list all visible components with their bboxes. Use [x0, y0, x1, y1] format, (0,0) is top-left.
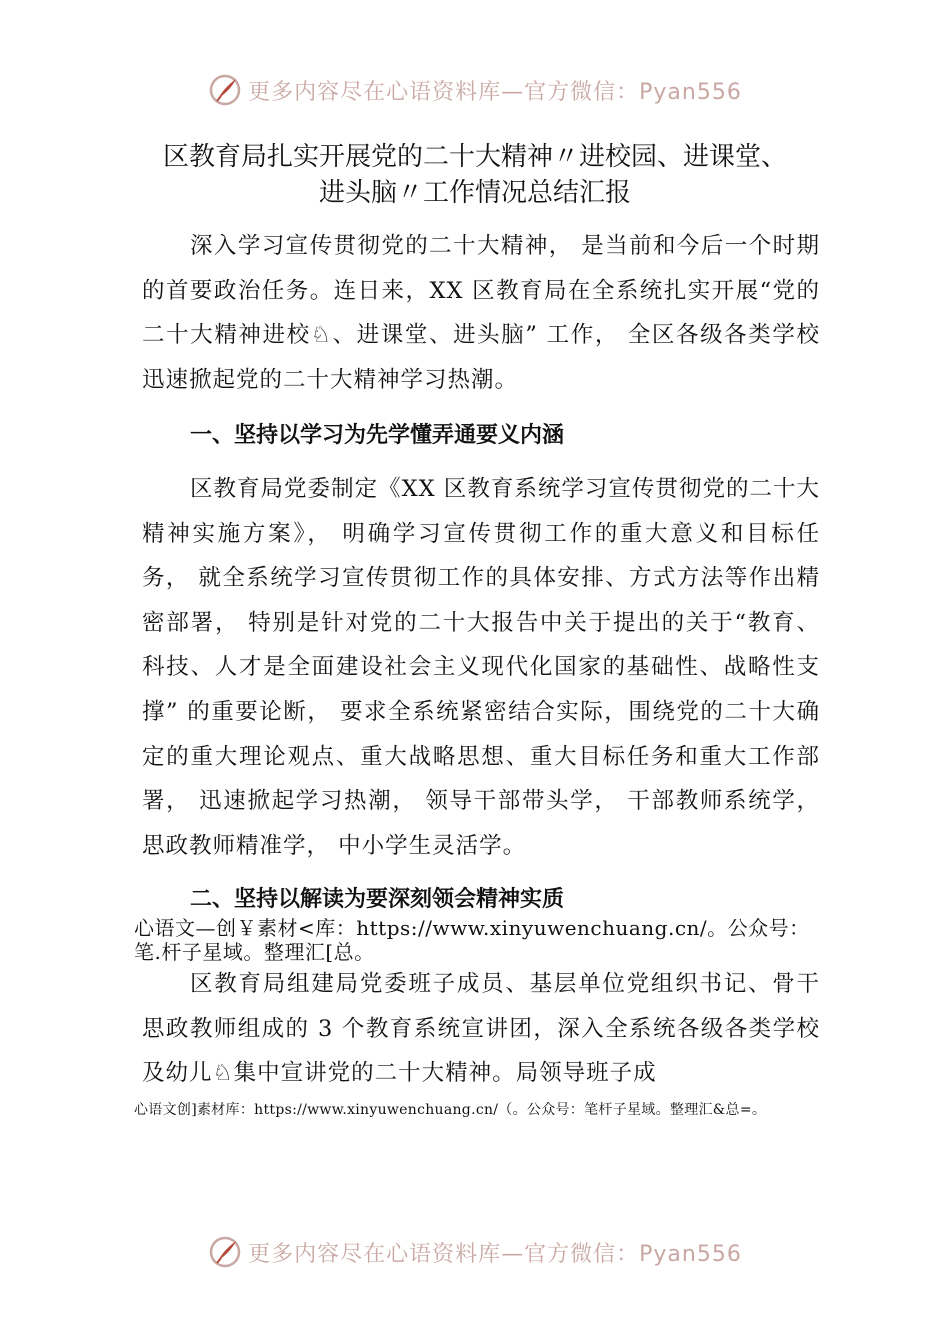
section-1-heading: 一、坚持以学习为先学懂弄通要义内涵	[190, 423, 565, 448]
intro-paragraph: 深入学习宣传贯彻党的二十大精神， 是当前和今后一个时期的首要政治任务。连日来，XX 区教育局在全系统扎实开展“党的二十大精神进校♘、进课堂、进头脑” 工作， 全区各级各类学校迅速掀起党的二十大精神学习热潮。	[142, 233, 820, 393]
header-watermark-banner	[0, 70, 950, 110]
footer-watermark-banner	[0, 1232, 950, 1272]
watermark-text: 更多内容尽在心语资料库—官方微信：Pyan556	[248, 79, 742, 105]
section-2-paragraph: 区教育局组建局党委班子成员、基层单位党组织书记、骨干思政教师组成的 3 个教育系统宣讲团，深入全系统各级各类学校及幼儿♘集中宣讲党的二十大精神。局领导班子成	[142, 971, 820, 1087]
document-title-line-2: 进头脑〃工作情况总结汇报	[318, 178, 631, 208]
watermark-text: 更多内容尽在心语资料库—官方微信：Pyan556	[248, 1241, 742, 1267]
document-title-line-1: 区教育局扎实开展党的二十大精神〃进校园、进课堂、	[162, 142, 787, 172]
section-1-paragraph: 区教育局党委制定《XX 区教育系统学习宣传贯彻党的二十大精神实施方案》， 明确学习宣传贯彻工作的重大意义和目标任务， 就全系统学习宣传贯彻工作的具体安排、方式方法等作出精密部署， 特别是针对党的二十大报告中关于提出的关于“教育、科技、人才是全面建设社会主义现代化国家的基础性、战略性支撑” 的重要论断， 要求全系统紧密结合实际，围绕党的二十大确定的重大理论观点、重大战略思想、重大目标任务和重大工作部署， 迅速掀起学习热潮， 领导干部带头学， 干部教师系统学， 思政教师精准学， 中小学生灵活学。	[142, 476, 820, 859]
section-2-heading: 二、坚持以解读为要深刻领会精神实质	[190, 887, 565, 912]
quill-logo-icon	[208, 73, 242, 107]
footer-source-note: 心语文创]素材库：https://www.xinyuwenchuang.cn/（。公众号：笔杆子星域。整理汇&总=。	[134, 1102, 767, 1118]
inline-source-note: 心语文—创￥素材<库：https://www.xinyuwenchuang.cn/。公众号：笔.杆子星域。整理汇[总。	[134, 916, 810, 964]
quill-logo-icon	[208, 1235, 242, 1269]
